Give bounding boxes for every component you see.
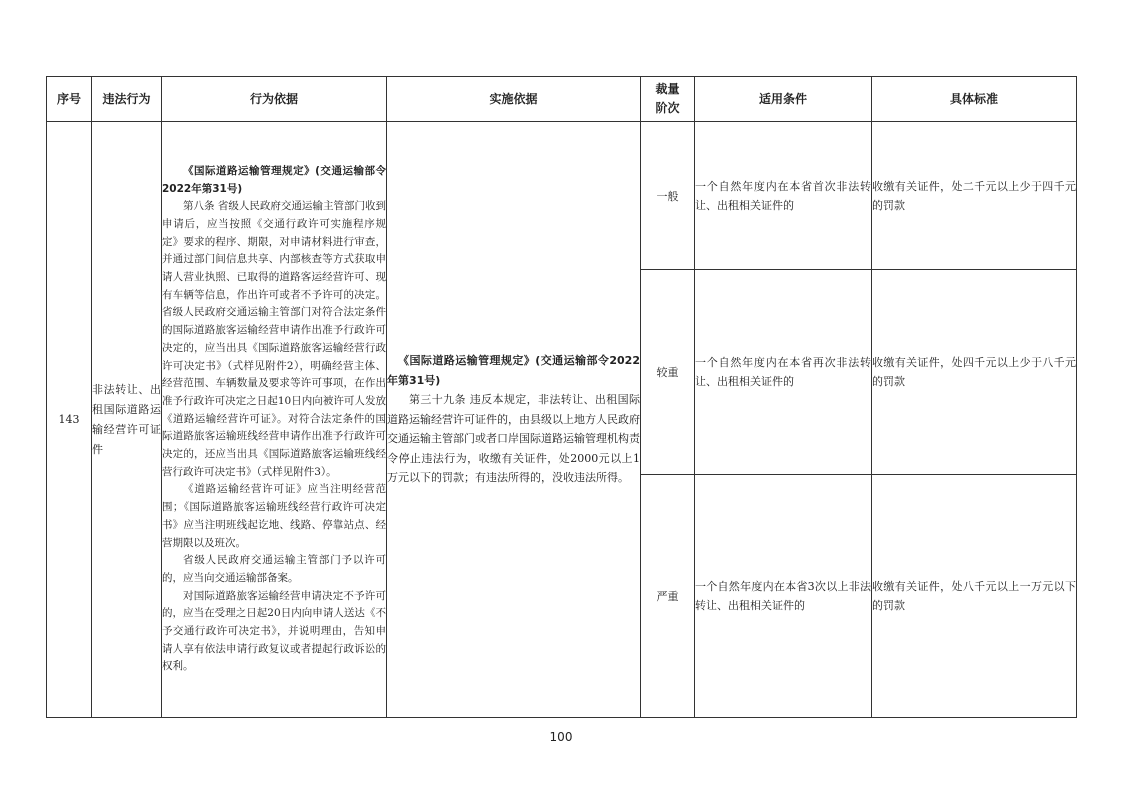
header-row — [47, 77, 1077, 122]
table-row — [47, 122, 1077, 270]
level-serious: 较重 — [641, 270, 695, 475]
implementation-text: 第三十九条 违反本规定，非法转让、出租国际道路运输经营许可证件的，由县级以上地方人民政府交通运输主管部门或者口岸国际道路运输管理机构责令停止违法行为，收缴有关证件，处2000元以上1万元以下的罚款；有违法所得的，没收违法所得。 — [387, 393, 640, 485]
header-violation: 违法行为 — [92, 77, 162, 122]
condition-general: 一个自然年度内在本省首次非法转让、出租相关证件的 — [695, 122, 872, 270]
header-condition: 适用条件 — [695, 77, 872, 122]
standard-severe: 收缴有关证件，处八千元以上一万元以下的罚款 — [872, 475, 1077, 718]
standard-general: 收缴有关证件，处二千元以上少于四千元的罚款 — [872, 122, 1077, 270]
penalty-table — [46, 76, 1077, 718]
implementation-law-title: 《国际道路运输管理规定》(交通运输部令2022年第31号) — [387, 354, 640, 387]
basis-paragraph: 省级人民政府交通运输主管部门予以许可的，应当向交通运输部备案。 — [162, 554, 386, 584]
level-severe: 严重 — [641, 475, 695, 718]
basis-paragraph: 《道路运输经营许可证》应当注明经营范围；《国际道路旅客运输班线经营行政许可决定书》应当注明班线起讫地、线路、停靠站点、经营期限以及班次。 — [162, 483, 386, 549]
basis-paragraph: 第八条 省级人民政府交通运输主管部门收到申请后，应当按照《交通行政许可实施程序规定》要求的程序、期限，对申请材料进行审查，并通过部门间信息共享、内部核查等方式获取申请人营业执照、已取得的道路客运经营许可、现有车辆等信息，作出许可或者不予许可的决定。省级人民政府交通运输主管部门对符合法定条件的国际道路旅客运输经营申请作出准予行政许可决定的，应当出具《国际道路旅客运输经营行政许可决定书》（式样见附件2），明确经营主体、经营范围、车辆数量及要求等许可事项，在作出准予行政许可决定之日起10日内向被许可人发放《道路运输经营许可证》。对符合法定条件的国际道路旅客运输班线经营申请作出准予行政许可决定的，还应当出具《国际道路旅客运输班线经营行政许可决定书》（式样见附件3）。 — [162, 200, 386, 478]
condition-serious: 一个自然年度内在本省再次非法转让、出租相关证件的 — [695, 270, 872, 475]
basis-law-title: 《国际道路运输管理规定》(交通运输部令2022年第31号) — [162, 164, 386, 195]
header-standard: 具体标准 — [872, 77, 1077, 122]
basis-cell — [162, 122, 387, 718]
header-level: 裁量阶次 — [641, 77, 695, 122]
standard-serious: 收缴有关证件，处四千元以上少于八千元的罚款 — [872, 270, 1077, 475]
condition-severe: 一个自然年度内在本省3次以上非法转让、出租相关证件的 — [695, 475, 872, 718]
header-basis: 行为依据 — [162, 77, 387, 122]
level-general: 一般 — [641, 122, 695, 270]
implementation-cell — [387, 122, 641, 718]
violation-cell: 非法转让、出租国际道路运输经营许可证件 — [92, 122, 162, 718]
header-implementation: 实施依据 — [387, 77, 641, 122]
header-seq: 序号 — [47, 77, 92, 122]
seq-cell: 143 — [47, 122, 92, 718]
basis-paragraph: 对国际道路旅客运输经营申请决定不予许可的，应当在受理之日起20日内向申请人送达《不予交通行政许可决定书》，并说明理由，告知申请人享有依法申请行政复议或者提起行政诉讼的权利。 — [162, 589, 386, 673]
page-number: 100 — [549, 730, 573, 744]
